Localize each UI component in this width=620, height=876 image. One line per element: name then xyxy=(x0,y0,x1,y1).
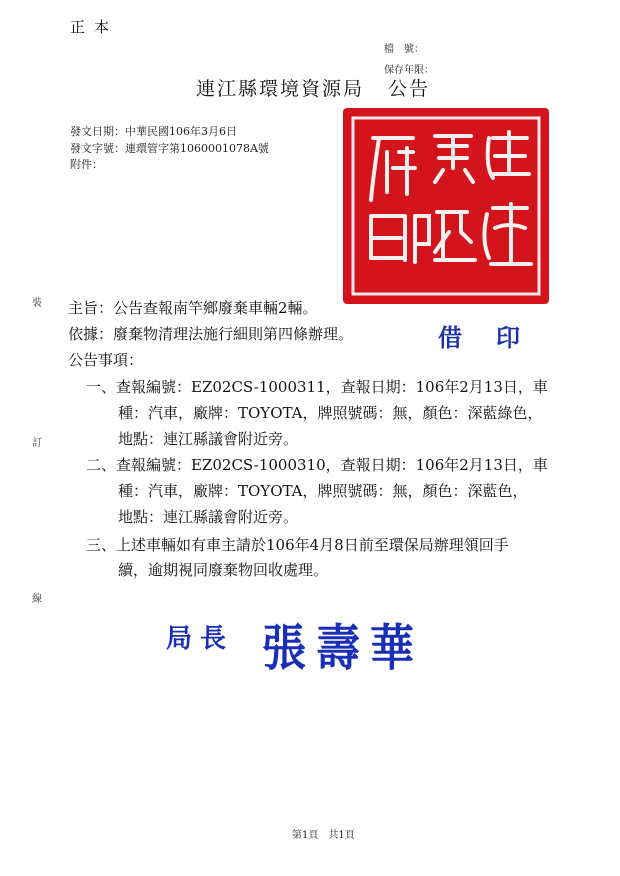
subject-line: 主旨：公告查報南竿鄉廢棄車輛2輛。 xyxy=(68,299,318,317)
document-type: 公告 xyxy=(388,78,431,100)
notice-item-line: 二、查報編號：EZ02CS-1000310，查報日期：106年2月13日，車 xyxy=(86,456,548,474)
issue-date: 發文日期：中華民國106年3月6日 xyxy=(70,125,237,138)
notice-item-line: 地點：連江縣議會附近旁。 xyxy=(118,508,299,526)
notice-item-line: 三、上述車輛如有車主請於106年4月8日前至環保局辦理領回手 xyxy=(86,536,509,554)
page-number: 第1頁 共1頁 xyxy=(292,830,355,841)
document-title xyxy=(196,74,430,101)
notice-item-line: 續，逾期視同廢棄物回收處理。 xyxy=(118,561,329,579)
notice-item-line: 種：汽車，廠牌：TOYOTA，牌照號碼：無，顏色：深藍色， xyxy=(118,482,528,500)
margin-mark-line: 線 xyxy=(32,594,42,605)
notice-item-line: 種：汽車，廠牌：TOYOTA，牌照號碼：無，顏色：深藍綠色， xyxy=(118,404,543,422)
margin-mark-order: 訂 xyxy=(32,438,42,449)
basis-line: 依據：廢棄物清理法施行細則第四條辦理。 xyxy=(68,325,354,343)
issue-number: 發文字號：連環管字第1060001078A號 xyxy=(70,142,269,155)
file-number-label: 檔 號： xyxy=(384,44,424,55)
margin-mark-bind: 裝 xyxy=(32,298,42,309)
items-heading: 公告事項： xyxy=(68,351,144,369)
notice-item-line: 地點：連江縣議會附近旁。 xyxy=(118,430,299,448)
notice-item-line: 一、查報編號：EZ02CS-1000311，查報日期：106年2月13日，車 xyxy=(86,378,548,396)
copy-label: 正本 xyxy=(70,18,119,36)
official-seal xyxy=(343,108,549,304)
seal-stamp-image xyxy=(343,108,549,304)
agency-name: 連江縣環境資源局 xyxy=(196,78,365,100)
borrowed-seal-stamp: 借印 xyxy=(438,323,554,352)
signature-name: 張壽華 xyxy=(262,620,424,678)
signature-title: 局長 xyxy=(166,624,235,654)
attachment-label: 附件： xyxy=(70,158,103,171)
retention-label: 保存年限： xyxy=(384,65,434,76)
